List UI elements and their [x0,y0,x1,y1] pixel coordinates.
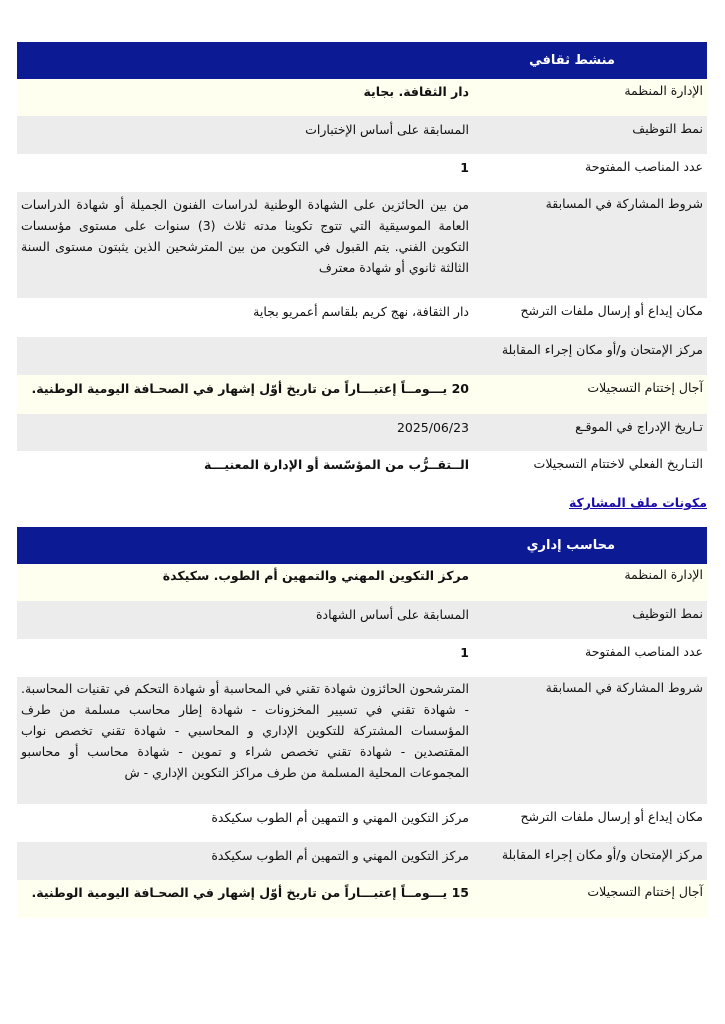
row-label: الإدارة المنظمة [624,83,703,98]
row-label: التـاريخ الفعلي لاختتام التسجيلات [533,456,703,471]
row-value: مركز التكوين المهني والتمهين أم الطوب. سكيكدة [162,568,469,583]
table-row [17,842,707,880]
row-value: 20 يـــومــاً إعتبـــاراً من تاريخ أوّل إشهار في الصحـافة اليومية الوطنية. [31,381,469,396]
row-value [17,340,472,375]
table-row [17,79,707,116]
row-label: مكان إيداع أو إرسال ملفات الترشح [520,303,703,318]
table-row [17,804,707,842]
row-label: الإدارة المنظمة [624,567,703,582]
row-label: عدد المناصب المفتوحة [585,159,703,174]
table-row [17,601,707,639]
row-label: مركز الإمتحان و/أو مكان إجراء المقابلة [501,847,703,862]
row-value: مركز التكوين المهني و التمهين أم الطوب سكيكدة [211,810,469,825]
table-row [17,677,707,804]
row-value: المسابقة على أساس الشهادة [315,607,469,622]
row-value: المترشحون الحائزون شهادة تقني في المحاسبة أو شهادة التحكم في تقنيات المحاسبة. - شهادة تقني في تسيير المخزونات - شهادة إطار محاسب مسلمة من طرف المؤسسات المشتركة للتكوين الإداري و المحاسبي - شهادة تقني تخصص نواب المقتصدين - شهادة تقني تخصص شراء و تموين - شهادة محاسب أو محاسبو المجموعات المحلية المسلمة من طرف مراكز التكوين الإداري - ش [21,681,469,780]
section1-title: منشط ثقافي [529,53,615,68]
table-row [17,564,707,601]
section1-header [17,42,707,79]
file-components-row [17,492,707,512]
section2-title: محاسب إداري [526,538,615,553]
table-row [17,414,707,451]
table-row [17,192,707,298]
row-value: دار الثقافة، نهج كريم بلقاسم أعمريو بجاية [253,304,469,319]
row-label: تـاريخ الإدراج في الموقـع [575,419,703,434]
row-label: شروط المشاركة في المسابقة [545,196,703,211]
row-label: شروط المشاركة في المسابقة [545,680,703,695]
row-label: عدد المناصب المفتوحة [585,644,703,659]
table-row [17,375,707,414]
row-label: آجال إختتام التسجيلات [587,380,703,395]
row-value: الــتقــرُّب من المؤسّسة أو الإدارة المعنيـــة [204,457,469,472]
row-value: من بين الحائزين على الشهادة الوطنية لدراسات الفنون الجميلة أو شهادة الدراسات العامة الموسيقية التي تتوج تكوينا مدته ثلاث (3) سنوات على مستوى مؤسسات التكوين الفني. يتم القبول في التكوين من بين المترشحين الذين يثبتون مستوى السنة الثالثة ثانوي أو شهادة معترف [21,197,469,275]
table-row [17,116,707,154]
file-components-link[interactable]: مكونات ملف المشاركة [568,495,707,510]
row-label: نمط التوظيف [632,121,703,136]
row-value: المسابقة على أساس الإختبارات [305,122,469,137]
row-label: مركز الإمتحان و/أو مكان إجراء المقابلة [501,342,703,357]
row-value: 1 [460,160,469,175]
table-row [17,154,707,192]
table-row [17,298,707,337]
row-value: مركز التكوين المهني و التمهين أم الطوب سكيكدة [211,848,469,863]
row-value: 15 يـــومــاً إعتبـــاراً من تاريخ أوّل إشهار في الصحـافة اليومية الوطنية. [31,885,469,900]
table-row [17,880,707,918]
row-value: 1 [460,645,469,660]
row-label: آجال إختتام التسجيلات [587,884,703,899]
table-row [17,337,707,375]
row-value: 2025/06/23 [396,420,469,435]
row-label: مكان إيداع أو إرسال ملفات الترشح [520,809,703,824]
row-label: نمط التوظيف [632,606,703,621]
table-row [17,451,707,489]
row-value: دار الثقافة. بجاية [363,84,469,99]
section2-header [17,527,707,564]
table-row [17,639,707,677]
